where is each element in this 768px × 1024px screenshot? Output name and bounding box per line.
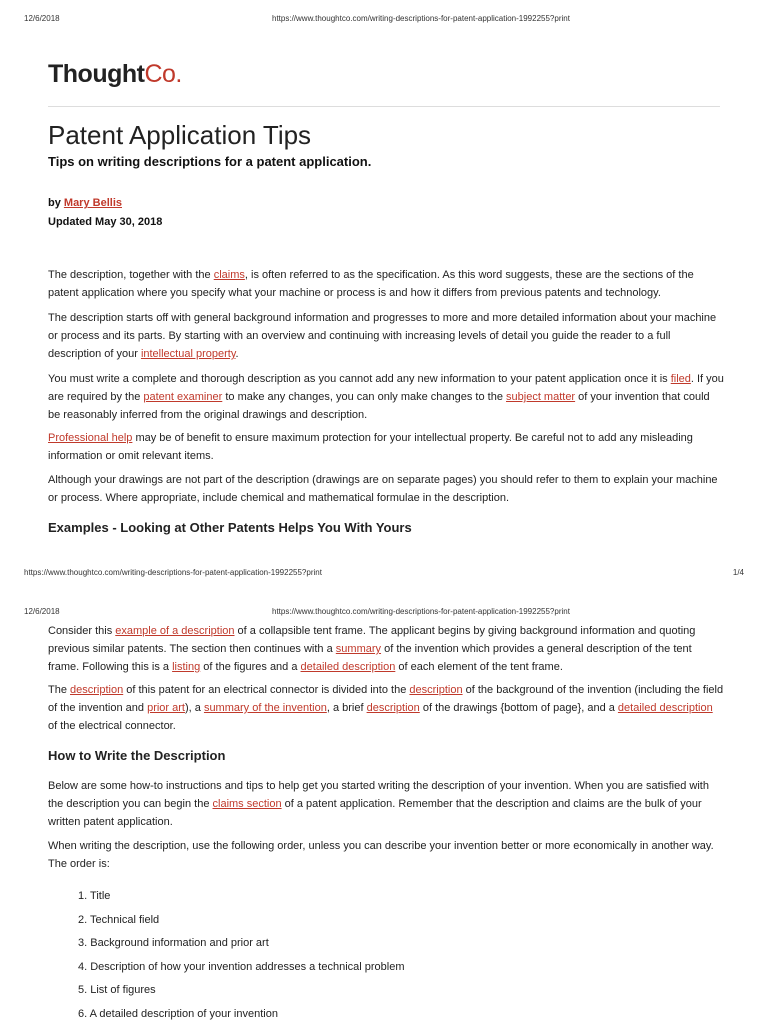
text: of the invention which provides a general description of the tent frame. Following this is a [48, 643, 692, 673]
text: of a collapsible tent frame. The applicant begins by giving background information and quoting previous similar patents. The section then continues with a [48, 625, 696, 655]
text: Although your drawings are not part of the description (drawings are on separate pages) you should refer to them to explain your machine or process. Where appropriate, include chemical and mathematical formulae in the description. [48, 474, 718, 504]
description-order-list [78, 887, 405, 1024]
patent-examiner-link[interactable]: patent examiner [143, 391, 223, 403]
paragraph-5 [48, 471, 724, 507]
print-url: https://www.thoughtco.com/writing-descriptions-for-patent-application-1992255?print [272, 14, 570, 23]
text: , is often referred to as the specification. As this word suggests, these are the sections of the patent application where you specify what your machine or process is and how it differs from previous patents and technology. [48, 269, 694, 299]
detailed-description-link[interactable]: detailed description [300, 661, 396, 673]
text: of the electrical connector. [48, 720, 176, 732]
listing-link[interactable]: listing [172, 661, 201, 673]
print-header-page-2 [0, 605, 768, 619]
text: The description starts off with general background information and progresses to more and more detailed information about your machine or process and its parts. By starting with an overview and continuing with increasing levels of detail you guide the reader to a full description of your [48, 312, 717, 360]
paragraph-3 [48, 370, 724, 424]
text: of a patent application. Remember that the description and claims are the bulk of your written patent application. [48, 798, 702, 828]
detailed-description-link-2[interactable]: detailed description [617, 702, 713, 714]
page-number: 1/4 [732, 568, 744, 577]
text: of each element of the tent frame. [395, 661, 563, 673]
summary-of-invention-link[interactable]: summary of the invention [203, 702, 327, 714]
section-heading-examples: Examples - Looking at Other Patents Helps You With Yours [48, 520, 412, 535]
text: ), a [184, 702, 204, 714]
text: Below are some how-to instructions and tips to help get you started writing the description of your invention. When you are satisfied with the description you can begin the [48, 780, 709, 810]
prior-art-link[interactable]: prior art [147, 702, 185, 714]
by-label: by [48, 197, 64, 209]
text: The description, together with the [48, 269, 214, 281]
text: of the figures and a [200, 661, 301, 673]
print-date: 12/6/2018 [24, 14, 60, 23]
example-description-link[interactable]: example of a description [115, 625, 235, 637]
paragraph-4 [48, 429, 724, 465]
list-item: 5. List of figures [78, 984, 156, 996]
print-date: 12/6/2018 [24, 607, 60, 616]
paragraph-2 [48, 309, 724, 363]
paragraph-7 [48, 681, 724, 735]
list-item: 6. A detailed description of your invention [78, 1007, 278, 1020]
claims-section-link[interactable]: claims section [212, 798, 282, 810]
list-item: 1. Title [78, 890, 111, 902]
list-item: 3. Background information and prior art [78, 937, 269, 949]
subject-matter-link[interactable]: subject matter [506, 391, 576, 403]
intellectual-property-link[interactable]: intellectual property [140, 348, 236, 360]
summary-link[interactable]: summary [335, 643, 382, 655]
print-header [0, 12, 768, 26]
text: may be of benefit to ensure maximum protection for your intellectual property. Be careful not to add any misleading information or omit relevant items. [48, 432, 693, 462]
page-title: Patent Application Tips [48, 120, 312, 150]
list-item: 2. Technical field [78, 913, 160, 926]
byline [48, 197, 122, 209]
print-footer-url: https://www.thoughtco.com/writing-descriptions-for-patent-application-1992255?print [24, 568, 322, 577]
page-break [0, 588, 768, 600]
paragraph-8 [48, 777, 724, 831]
text: of your invention that could be reasonably inferred from the original drawings and description. [48, 391, 710, 421]
claims-link[interactable]: claims [213, 269, 245, 281]
text: . [235, 348, 239, 360]
text: When writing the description, use the following order, unless you can describe your invention better or more economically in another way. The order is: [48, 840, 714, 870]
print-footer [0, 566, 768, 580]
text: . If you are required by the [48, 373, 724, 403]
logo-main: Thought [48, 60, 145, 88]
print-url: https://www.thoughtco.com/writing-descriptions-for-patent-application-1992255?print [272, 607, 570, 616]
text: The [48, 684, 71, 696]
text: to make any changes, you can only make changes to the [222, 391, 507, 403]
paragraph-1 [48, 266, 724, 302]
text: of the background of the invention (including the field of the invention and [48, 684, 724, 714]
text: , a brief [326, 702, 367, 714]
description-link-2[interactable]: description [409, 684, 463, 696]
thoughtco-logo[interactable] [48, 60, 182, 89]
header-divider [48, 106, 720, 107]
text: of this patent for an electrical connector is divided into the [123, 684, 410, 696]
logo-co: Co. [144, 60, 182, 88]
paragraph-9 [48, 837, 724, 873]
text: You must write a complete and thorough description as you cannot add any new information to your patent application once it is [48, 373, 671, 385]
paragraph-6 [48, 622, 724, 676]
text: Consider this [48, 625, 116, 637]
text: of the drawings {bottom of page}, and a [419, 702, 618, 714]
author-link[interactable]: Mary Bellis [63, 197, 122, 209]
page-subtitle: Tips on writing descriptions for a patent application. [48, 154, 372, 169]
description-link[interactable]: description [70, 684, 124, 696]
list-item: 4. Description of how your invention addresses a technical problem [78, 960, 405, 973]
description-link-3[interactable]: description [366, 702, 420, 714]
updated-date: Updated May 30, 2018 [48, 216, 163, 228]
professional-help-link[interactable]: Professional help [48, 432, 133, 444]
section-heading-how-to: How to Write the Description [48, 748, 226, 763]
filed-link[interactable]: filed [670, 373, 691, 385]
